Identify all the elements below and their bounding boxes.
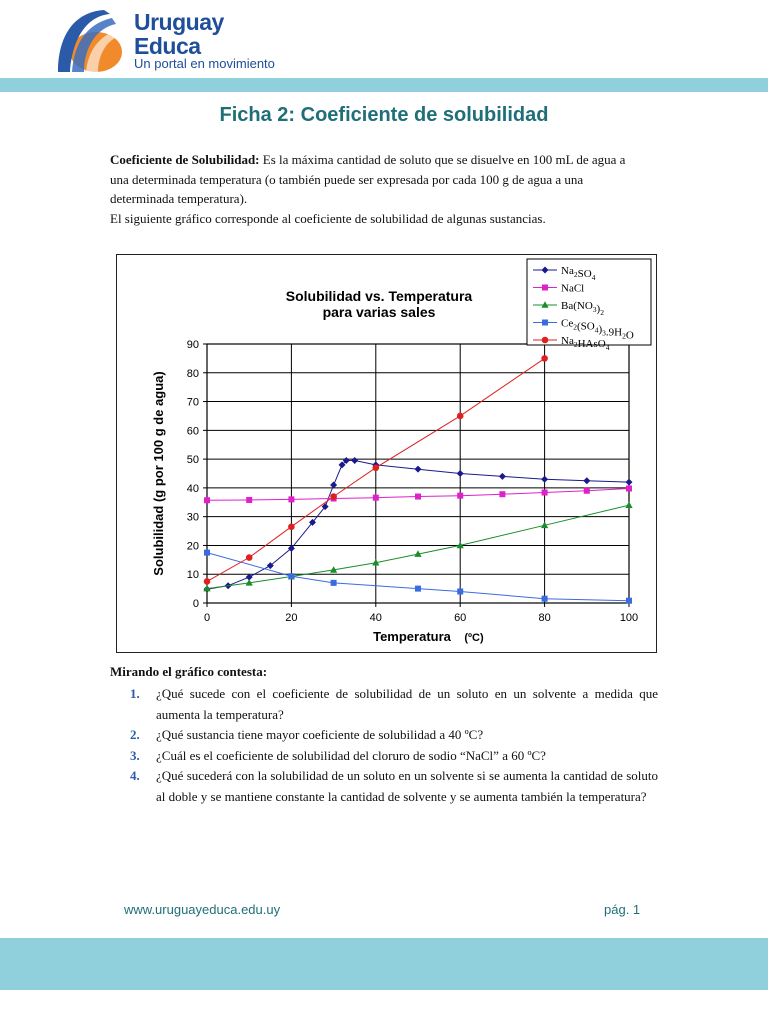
data-point: [204, 578, 211, 585]
y-tick-label: 10: [186, 569, 199, 582]
chart-title: Solubilidad vs. Temperatura: [285, 288, 473, 304]
data-point: [246, 497, 252, 503]
data-point: [457, 413, 464, 420]
x-tick-label: 100: [619, 612, 639, 624]
question-item: [130, 725, 658, 746]
data-point: [330, 493, 337, 500]
footer-url[interactable]: www.uruguayeduca.edu.uy: [124, 902, 281, 917]
legend-subscript: 4: [594, 325, 599, 335]
questions-heading: Mirando el gráfico contesta:: [110, 664, 268, 679]
question-text: ¿Qué sustancia tiene mayor coeficiente de solubilidad a 40 ºC?: [156, 727, 484, 742]
x-tick-label: 40: [369, 612, 382, 624]
y-axis-label: Solubilidad (g por 100 g de agua): [151, 371, 166, 576]
legend-subscript: 2: [600, 308, 604, 317]
legend-label: [561, 283, 584, 295]
data-point: [541, 355, 548, 362]
y-tick-label: 30: [186, 511, 199, 524]
data-point: [626, 485, 632, 491]
question-item: [130, 766, 658, 807]
legend-text: SO: [577, 268, 592, 280]
definition-term: Coeficiente de Solubilidad:: [110, 152, 260, 167]
question-item: [130, 746, 658, 767]
data-point: [415, 586, 421, 592]
legend-text: (SO: [576, 320, 595, 333]
data-point: [204, 550, 210, 556]
logo-title-line1: Uruguay: [134, 9, 224, 35]
uruguay-educa-logo: [52, 6, 292, 76]
logo-title-line2: Educa: [134, 33, 201, 59]
y-tick-label: 40: [186, 482, 199, 495]
data-point: [542, 596, 548, 602]
question-item: [130, 684, 658, 725]
question-text: ¿Qué sucede con el coeficiente de solubilidad de un soluto en un solvente a medida que aumenta la temperatura?: [156, 686, 658, 722]
data-point: [246, 554, 253, 561]
data-point: [373, 464, 380, 471]
data-point: [542, 285, 548, 291]
definition-text: Es la máxima cantidad de soluto que se disuelve en 100 mL de agua a una determinada temperatura (o también puede ser expresada por cada 100 g de agua a una determinada temperatura).: [110, 152, 626, 206]
y-tick-label: 50: [186, 454, 199, 467]
data-point: [457, 493, 463, 499]
logo-emblem-icon: [52, 6, 132, 76]
legend-text: O: [625, 329, 634, 342]
data-point: [331, 580, 337, 586]
x-axis-label: Temperatura: [373, 629, 451, 644]
chart-subtitle: para varias sales: [322, 304, 436, 320]
legend-subscript: 2: [622, 331, 626, 341]
page-title: Ficha 2: Coeficiente de solubilidad: [219, 104, 549, 126]
legend-subscript: 2: [573, 270, 578, 279]
legend-text: Ce: [561, 317, 574, 330]
y-tick-label: 90: [186, 339, 199, 351]
data-point: [373, 495, 379, 501]
data-point: [542, 337, 549, 344]
page-number: pág. 1: [604, 902, 641, 917]
question-number: 3.: [130, 747, 140, 763]
data-point: [499, 491, 505, 497]
y-tick-label: 0: [192, 598, 199, 610]
data-point: [457, 588, 463, 594]
legend-subscript: 2: [573, 340, 578, 349]
legend-text: Na: [561, 265, 574, 277]
legend-text: NaCl: [561, 282, 585, 295]
legend-text: ): [596, 303, 601, 315]
chart-intro-text: El siguiente gráfico corresponde al coeficiente de solubilidad de algunas sustancias.: [110, 210, 546, 226]
x-axis-unit: (ºC): [464, 632, 484, 644]
legend-text: Na: [561, 335, 574, 347]
legend-subscript: 3: [592, 305, 597, 314]
legend-text: Ba(NO: [561, 300, 593, 312]
data-point: [288, 523, 295, 530]
question-number: 4.: [130, 768, 140, 783]
legend-text: .9H: [605, 326, 623, 339]
solubility-chart: [116, 254, 657, 653]
data-point: [626, 598, 632, 604]
legend-text: ): [598, 323, 603, 336]
legend-subscript: 3: [602, 328, 606, 338]
data-point: [542, 489, 548, 495]
header-band: [0, 78, 768, 92]
x-tick-label: 20: [285, 612, 298, 624]
data-point: [415, 494, 421, 500]
legend-text: HAsO: [577, 338, 606, 350]
y-tick-label: 60: [186, 425, 199, 438]
x-tick-label: 60: [454, 612, 467, 624]
data-point: [204, 497, 210, 503]
legend-subscript: 2: [573, 322, 577, 332]
data-point: [584, 488, 590, 494]
question-number: 1.: [130, 686, 140, 701]
chart-canvas: [117, 255, 658, 654]
legend-subscript: 4: [591, 273, 596, 282]
logo-tagline: Un portal en movimiento: [134, 56, 275, 71]
question-text: ¿Cuál es el coeficiente de solubilidad del cloruro de sodio “NaCl” a 60 ºC?: [156, 747, 546, 763]
footer-band: [0, 938, 768, 990]
legend-subscript: 4: [605, 343, 610, 352]
question-text: ¿Qué sucederá con la solubilidad de un soluto en un solvente si se aumenta la cantidad de soluto al doble y se mantiene constante la cantidad de solvente y se aumenta también la temperatura?: [156, 768, 658, 804]
x-tick-label: 80: [538, 612, 551, 624]
question-number: 2.: [130, 727, 140, 742]
data-point: [542, 320, 548, 326]
y-tick-label: 20: [186, 540, 199, 553]
data-point: [288, 573, 294, 579]
y-tick-label: 80: [186, 367, 199, 380]
questions-list: [130, 684, 658, 807]
x-tick-label: 0: [203, 612, 211, 624]
intro-paragraph: [110, 150, 638, 228]
data-point: [288, 496, 294, 502]
y-tick-label: 70: [186, 396, 199, 409]
